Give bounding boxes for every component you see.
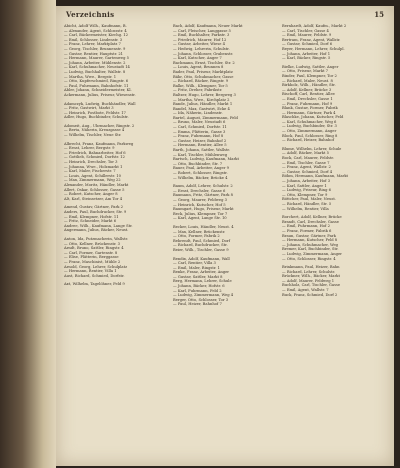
directory-entry: — Karl, Fuhrmann, Feld 2 xyxy=(173,288,222,293)
directory-entry: Alexander, Moritz, Händler, Markt xyxy=(64,183,129,187)
directory-entry: — Max, Zimmermann, Weg 22 xyxy=(64,178,121,183)
directory-entry: — Heinrich, Postbote, Feldstr. 17 xyxy=(64,110,126,115)
directory-entry: Abler, Johann, Schneidermeister, Kl. xyxy=(64,88,132,93)
directory-entry: Angermann, Julius, Bäcker, Neust. xyxy=(64,228,129,233)
directory-entry: — Emil, Schlosser, Lindenstr. 3 xyxy=(64,37,123,42)
directory-entry: Buchholz, Carl, Tischler, Gasse xyxy=(282,283,341,288)
directory-entry: Adamczyk, Ludwig, Buchhändler, Wall xyxy=(64,101,136,106)
directory-entry: — Emil, Drechsler, Gasse 1 xyxy=(282,96,333,101)
directory-entry: — Emil, Agent, Wallstr. 7 xyxy=(282,288,329,293)
directory-entry: Berg, Hermann, Lehrer, Schule xyxy=(173,279,232,284)
directory-entry: — Adolf, Maurer, Feldweg 1 xyxy=(282,278,335,283)
directory-entry: — Robert, Kutscher, Anger 8 xyxy=(64,192,118,197)
directory-entry: — Carl, Bäckermeister, Kirchg. 12 xyxy=(64,33,128,38)
directory-entry: — Adolf, Kellner, Brücke 3 xyxy=(282,87,332,92)
running-head: Verzeichnis xyxy=(66,10,115,19)
directory-entry: — Franz, Lehrer, Marktplatz 7 xyxy=(64,42,121,47)
directory-entry: — Carl, Rentier, Villa 3 xyxy=(173,261,216,266)
directory-entry: Bischoff, Carl, Rentier, Allee xyxy=(282,92,335,97)
directory-entry: Balke, Wilh., Klempner, Tor 5 xyxy=(173,83,228,88)
directory-entry: Bähr, Otto, Schuhmacher, Gasse xyxy=(173,74,234,79)
directory-entry: Brinkmann, Paul, Heizer, Bahn xyxy=(282,265,340,270)
directory-entry: Baumgart, Hugo, Friseur, Markt xyxy=(173,207,234,212)
directory-entry: — Georg, Tischler, Brunnenstr. 9 xyxy=(64,46,126,51)
directory-entry: — Robert, Schlosser, Ringstr. xyxy=(173,171,228,175)
directory-entry: — Emil, Buchhalter, Parkstr. 3 xyxy=(173,33,230,38)
directory-entry: Axt, Wilhelm, Tagelöhner, Feld 9 xyxy=(64,282,125,287)
directory-entry: Bock, Carl, Maurer, Feldstr. xyxy=(282,156,334,161)
directory-entry: Abicht, Adolf Wilh., Kaufmann, B. xyxy=(64,24,127,28)
directory-entry: — Georg, Maurer, Feldweg 3 xyxy=(173,197,227,202)
directory-entry: — Emil, Fuhrmann, Hof 2 xyxy=(282,224,330,229)
directory-entry: — Richard, Buchdrucker, Str. xyxy=(173,243,228,248)
directory-entry: — Karl, Agent, Lange Str. 10 xyxy=(173,216,227,221)
directory-entry: Becker, Louis, Händler, Neust. 4 xyxy=(173,224,234,229)
directory-entry: — Richard, Heizer, Bahnhof xyxy=(282,138,334,143)
directory-entry: — Franz, Fuhrmann, Hof 9 xyxy=(282,101,333,106)
directory-entry: Beyer, Hermann, Lehrer, Schulpl. xyxy=(282,46,345,51)
directory-entry: Binder, Paul, Klempner, Tor 2 xyxy=(282,73,337,78)
directory-entry: — Adolf, Bäcker, Markt 5 xyxy=(282,151,329,156)
directory-entry: — Franz, Former, Fabrik 6 xyxy=(282,228,332,233)
directory-entry: — Max, Kellner, Brückenstr. xyxy=(173,229,226,234)
directory-entry: Bande, Julius, Händler, Markt 1 xyxy=(173,102,233,107)
directory-entry: — Otto, Kupferschmied, Ringstr. 6 xyxy=(64,79,129,84)
directory-entry: Albrecht, Franz, Kaufmann, Parkweg xyxy=(64,141,134,146)
directory-entry: — Hermann, Kutscher, Feld 8 xyxy=(282,238,338,243)
directory-entry: Barth, Johann, Sattler, Wallstr. xyxy=(173,148,230,153)
directory-entry: Blank, Gustav, Former, Fabrik xyxy=(282,106,338,111)
directory-entry: Arndt, Bruno, Sattler, Ringstr. 4 xyxy=(64,246,124,251)
directory-entry: Bertram, Franz, Agent, Wallstr. xyxy=(282,37,341,42)
directory-entry: Allert, Oskar, Schlosser, Gasse 5 xyxy=(64,187,125,192)
directory-entry: — Karl, Sattler, Anger 1 xyxy=(282,183,327,188)
directory-entry: — Heinrich, Kutscher, Hof 5 xyxy=(173,202,226,207)
directory-entry: — Ludwig, Friseur, Ring 6 xyxy=(282,188,331,193)
directory-entry: Bauer, Paul, Arbeiter, Anger 9 xyxy=(173,166,229,171)
directory-entry: — Heinrich, Drechsler, Tor 3 xyxy=(64,160,118,165)
directory-entry: Ackermann, Julius, Friseur, Wiesenstr. xyxy=(64,92,136,97)
directory-entry: Böhm, Hermann, Kaufmann, Markt xyxy=(282,174,349,179)
directory-entry: — Richard, Maler, Neust. 8 xyxy=(282,78,333,83)
directory-entry: Alt, Karl, Steinsetzer, Am Tor 4 xyxy=(64,196,123,201)
directory-entry: — Karl, Tischler, Mühlenweg xyxy=(173,152,228,157)
directory-entry: — Hedwig, Lehrerin, Schulstr. xyxy=(173,46,230,51)
directory-entry: — Emil, Maler, Ringstr. 1 xyxy=(173,265,220,270)
directory-entry: Adomeit, Aug., Uhrmacher, Ringstr. 2 xyxy=(64,123,135,128)
directory-entry: — Wilhelm, Tischler, Neue Str. xyxy=(64,133,122,138)
directory-entry: — Otto, Kellner, Brückenstr. 3 xyxy=(64,241,120,246)
directory-entry: — Fritz, Dreher, Fabrikstr. xyxy=(173,88,223,93)
directory-entry: Bendix, Adolf, Kaufmann, Wall xyxy=(173,256,230,261)
directory-entry: — Johanna, Wwe., Holzmarkt 1 xyxy=(64,164,123,169)
directory-entry: Blaschke, Johann, Kutscher, Feld xyxy=(282,115,344,120)
directory-entry: Bartel, August, Zimmermann, Feld xyxy=(173,115,238,120)
directory-entry: Brandt, Carl, Drechsler, Gasse xyxy=(282,219,339,224)
directory-entry: Behrendt, Paul, Schmied, Dorf xyxy=(173,238,231,243)
directory-entry: — Franz, Fuhrmann, Hof 8 xyxy=(173,134,224,139)
directory-entry: — Otto, Friseur, Markt 7 xyxy=(282,69,329,74)
directory-entry: — Otto, Buchbinder, Str. 7 xyxy=(173,161,223,166)
directory-entry: Baum, Adolf, Lehrer, Schulstr. 2 xyxy=(173,184,233,189)
directory-entry: — Friedrich, Maurer, Hof 12 xyxy=(173,37,227,42)
directory-entry: — Franz, Maschinist, Mühle 2 xyxy=(64,259,121,264)
directory-entry: — Karl, Schuhmacher, Neustadt 14 xyxy=(64,65,130,70)
directory-entry: — Hermann, Rentier, Allee 5 xyxy=(173,143,227,148)
directory-entry: — Johann, Schlosser, Grabenstr. xyxy=(173,51,233,56)
directory-entry: — Emil, Klempner, Hofstr. 11 xyxy=(64,214,119,219)
directory-entry: — Otto, Schlosser, Ringstr. 4 xyxy=(282,256,336,261)
directory-entry: — Wilhelm, Bäcker, Brücke 4 xyxy=(173,175,228,180)
directory-entry: — Richard, Bäcker, Ringstr. 9 xyxy=(173,79,229,84)
directory-entry: Anders, Paul, Buchdrucker, Str. 9 xyxy=(64,209,127,214)
directory-entry: Bernhardt, Adolf, Kaufm., Markt 2 xyxy=(282,24,347,28)
directory-entry: — Emil, Tischler, Gasse 7 xyxy=(282,160,330,165)
directory-entry: — Paul, Fuhrmann, Bahnhofstr. 11 xyxy=(64,83,129,88)
directory-entry: — Carl, Former, Gartenstr. 8 xyxy=(64,250,118,255)
directory-entry: — Fritz, Schneider, Markt 6 xyxy=(64,219,117,224)
column-1 xyxy=(64,24,168,464)
directory-entry: — Carl, Schmied, Dorfstr. 11 xyxy=(173,125,227,130)
directory-entry: — Gustav, Arbeiter, Wiese 4 xyxy=(173,42,225,47)
directory-entry: — Martha, Wwe., Kirchplatz 2 xyxy=(173,97,230,102)
column-3 xyxy=(282,24,386,464)
directory-entry: — Richard, Händler, Str. 5 xyxy=(282,201,332,206)
directory-entry: — Paul, Heizer, Bahnhof 7 xyxy=(173,302,222,307)
directory-entry: — Ida, Näherin, Lindenstr. xyxy=(173,111,223,116)
directory-entry: — Otto, Klempner, Tor 9 xyxy=(282,192,328,197)
directory-entry: — Berta, Näherin, Kreuzgasse 4 xyxy=(64,128,125,133)
directory-entry: — Gustav, Schmied, Dorf 6 xyxy=(282,42,333,47)
column-2 xyxy=(173,24,277,464)
directory-entry: Anton, Ida, Putzmacherin, Wallstr. xyxy=(64,236,129,241)
directory-entry: Berger, Otto, Schlosser, Tor 3 xyxy=(173,297,229,302)
directory-entry: — Franz, Agent, Wallstr. 2 xyxy=(282,165,331,170)
directory-entry: Baumann, Fritz, Gärtner, Park 8 xyxy=(173,193,234,198)
directory-entry: — Johann, Schuhmacher, Weg xyxy=(282,242,338,247)
directory-entry: — Ludwig, Buchhalter, Wallstr. 8 xyxy=(64,69,126,74)
directory-entry: Bach, Adolf, Kaufmann, Neuer Markt xyxy=(173,24,243,28)
directory-entry: — Karl, Kutscher, Anger 7 xyxy=(173,56,222,61)
directory-entry: — Karl, Schuhmacher, Weg 6 xyxy=(282,119,337,124)
directory-entry: — Emil, Maurer, Feldstr. 9 xyxy=(282,33,332,38)
directory-entry: — Johann, Arbeiter, Hof 3 xyxy=(282,179,331,183)
directory-entry: — Ludwig, Zimmermann, Weg 4 xyxy=(173,293,234,298)
directory-entry: Böttcher, Paul, Maler, Neust. xyxy=(282,197,336,202)
directory-entry: — Ernst, Drechsler, Gasse 6 xyxy=(173,188,226,193)
directory-entry: Benke, Franz, Arbeiter, Anger xyxy=(173,270,230,275)
page-number: 15 xyxy=(374,10,384,19)
directory-entry: — Louis, Agent, Schillerstr. 10 xyxy=(64,173,121,178)
directory-entry: — Hermann, Gärtner, Park 4 xyxy=(282,110,336,115)
directory-entry: — Gottlieb, Schmied, Dorfstr. 12 xyxy=(64,155,125,160)
directory-entry: — Ludwig, Zimmermann, Anger xyxy=(282,251,342,256)
directory-entry: — Gustav, Sattler, Markt 8 xyxy=(173,274,223,279)
directory-entry: — Otto, Former, Fabrik 2 xyxy=(173,234,220,239)
directory-entry: Brückner, Wilh., Bäcker, Markt xyxy=(282,274,340,279)
directory-entry: Borchert, Adolf, Kellner, Brücke xyxy=(282,215,342,220)
directory-entry: — Fritz, Gastwirt, Markt 3 xyxy=(64,106,114,111)
directory-entry: — Johann, Arbeiter, Hof 1 xyxy=(282,51,331,56)
directory-entry: — Alexander, Agent, Schlossstr. 4 xyxy=(64,28,127,33)
directory-entry: Bader, Paul, Friseur, Marktplatz xyxy=(173,69,233,74)
directory-entry: Adler, Hugo, Buchbinder, Schulstr. xyxy=(64,115,129,120)
directory-entry: — Karl, Bäcker, Ringstr. 5 xyxy=(282,56,331,61)
directory-entry: — Johann, Arbeiter, Mühlenstr. 2 xyxy=(64,60,126,65)
directory-entry: — Ernst, Lehrer, Bergstr. 9 xyxy=(64,146,115,151)
directory-entry: — Ludwig, Buchbinder, Str. 3 xyxy=(282,124,337,129)
directory-entry: Block, Paul, Schlosser, Ring 8 xyxy=(282,133,338,138)
directory-entry: Buck, Franz, Schmied, Dorf 2 xyxy=(282,292,338,297)
directory-entry: Beck, Julius, Klempner, Tor 7 xyxy=(173,211,228,216)
directory-entry: Arnold, Georg, Lehrer, Schulplatz xyxy=(64,264,128,269)
directory-entry: — Gustav, Schmied, Dorf 4 xyxy=(282,169,333,174)
directory-entry: Bielke, Ludwig, Sattler, Anger xyxy=(282,64,339,69)
directory-entry: Blume, Wilhelm, Lehrer, Schule xyxy=(282,146,342,151)
book-binding xyxy=(0,0,56,468)
directory-entry: — Friedrich, Bahnarbeiter, Hof 6 xyxy=(64,150,126,155)
directory-entry: — Hermann, Maurer, Gartenweg 5 xyxy=(64,56,129,61)
directory-entry: — Bruno, Maler, Neustadt 6 xyxy=(173,120,226,125)
directory-entry: — Louis, Agent, Brunnen 8 xyxy=(173,65,224,70)
book-page xyxy=(56,6,394,466)
directory-entry: Andree, Wilh., Kaufmann, Lange Str. xyxy=(64,223,133,228)
directory-entry: — Emma, Plätterin, Gasse 3 xyxy=(173,129,226,134)
page-header xyxy=(66,10,384,22)
directory-entry: — Gustav, Heizer, Bahnhof 2 xyxy=(173,138,227,143)
directory-entry: Bandel, Max, Gastwirt, Ecke 4 xyxy=(173,106,230,111)
directory-entry: Bartsch, Ludwig, Kaufmann, Markt xyxy=(173,157,239,162)
directory-entry: Birkholz, Wilh., Händler, Str. xyxy=(282,83,336,88)
directory-entry: Amend, Gustav, Gärtner, Park 2 xyxy=(64,205,123,210)
directory-entry: — Carl, Fleischer, Langgasse 5 xyxy=(173,28,231,33)
directory-entry: Aust, Richard, Schmied, Dorfstr. xyxy=(64,273,125,278)
directory-entry: — Hermann, Rentier, Villa 1 xyxy=(64,269,117,274)
directory-entry: — Richard, Lehrer, Schulstr. xyxy=(282,269,335,274)
directory-entry: — Martha, Wwe., Bergstr. 1 xyxy=(64,74,117,79)
directory-entry: Baltzer, Hugo, Lehrer, Bergweg 3 xyxy=(173,92,236,97)
directory-entry: — Carl, Tischler, Gasse 4 xyxy=(282,28,329,33)
directory-entry: — Elise, Plätterin, Berggasse xyxy=(64,255,119,260)
directory-entry: Beier, Wilh., Tischler, Gasse 9 xyxy=(173,247,229,252)
directory-entry: — Johann, Bäcker, Hofstr. 6 xyxy=(173,284,225,289)
directory-entry: — Otto, Zimmermann, Anger xyxy=(282,129,337,134)
directory-entry: Bachmann, Ernst, Tischler, Str. 2 xyxy=(173,60,235,65)
directory-entry: Braun, Gustav, Gärtner, Park xyxy=(282,233,336,238)
directory-entry: — Wilhelm, Rentier, Villa xyxy=(282,206,329,211)
directory-entry: Bremer, Karl, Buchbinder, Str. xyxy=(282,247,339,252)
directory-entry: — Gustav, Rentier, Hauptstr. 21 xyxy=(64,51,124,56)
directory-entry: — Karl, Maler, Fischerstr. 7 xyxy=(64,169,116,174)
